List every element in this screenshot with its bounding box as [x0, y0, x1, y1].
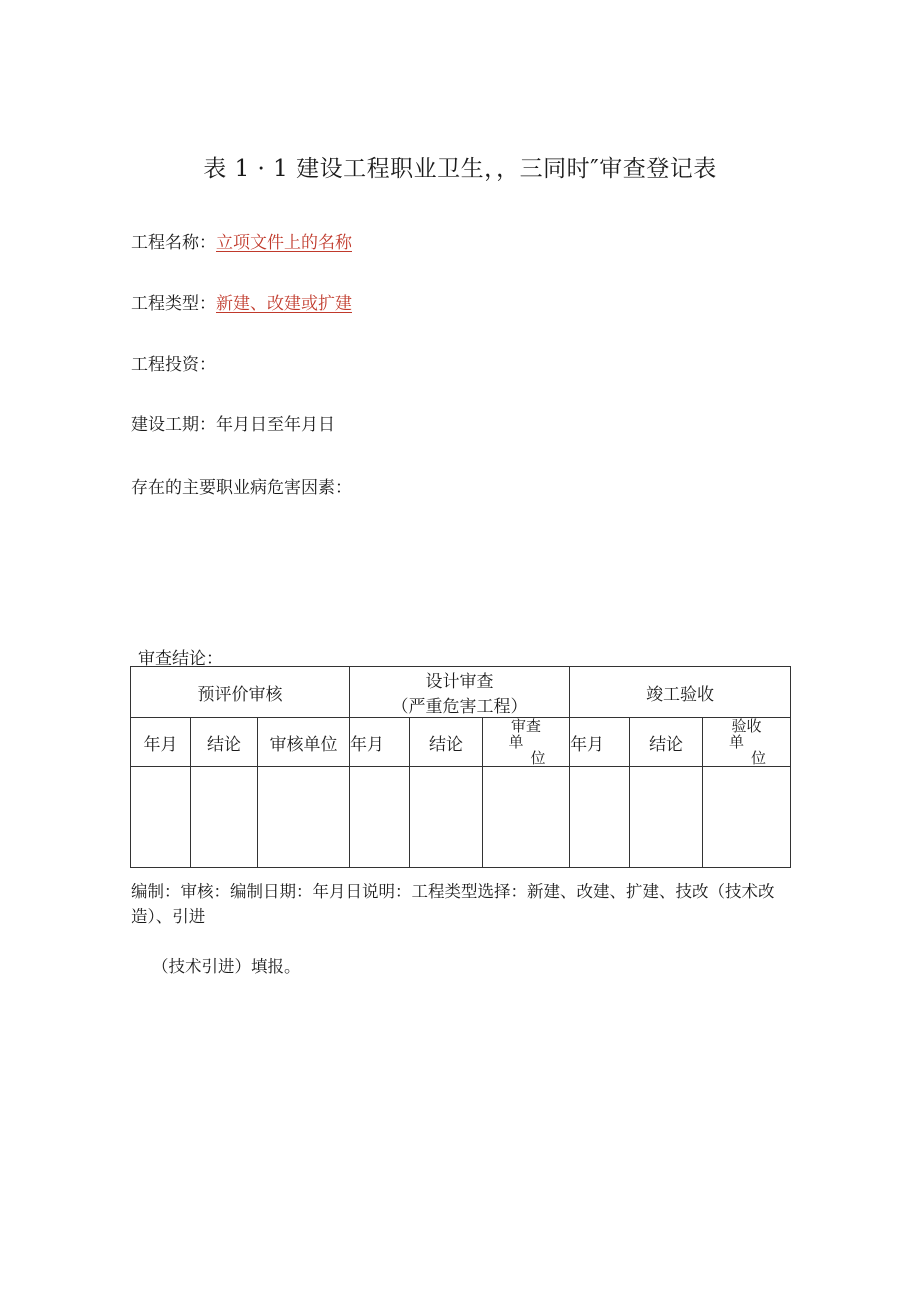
project-type-value: 新建、改建或扩建 [216, 294, 352, 314]
project-name-label: 工程名称： [131, 233, 216, 253]
col-audit-unit: 审核单位 [258, 718, 350, 767]
construction-period-label: 建设工期：年月日至年月日 [131, 415, 335, 435]
project-name-value: 立项文件上的名称 [216, 233, 352, 253]
table-cell [191, 767, 258, 868]
project-type-field [131, 292, 352, 316]
col-conclusion-2: 结论 [410, 718, 483, 767]
project-investment-label: 工程投资： [131, 355, 216, 375]
col-review-unit-line2: 单 [508, 733, 524, 751]
group-pre-evaluation: 预评价审核 [131, 667, 350, 718]
table-cell [350, 767, 410, 868]
col-conclusion-1: 结论 [191, 718, 258, 767]
hazard-factors-label: 存在的主要职业病危害因素： [131, 478, 352, 498]
table-cell [630, 767, 703, 868]
project-type-label: 工程类型： [131, 294, 216, 314]
footer-note-continued: （技术引进）填报。 [152, 957, 301, 976]
document-title: 表 1 · 1 建设工程职业卫生，，三同时″审查登记表 [203, 156, 717, 182]
table-cell [131, 767, 191, 868]
col-acceptance-unit-line2: 单 [729, 733, 745, 751]
col-acceptance-unit-line3: 位 [751, 749, 767, 767]
table-cell [410, 767, 483, 868]
group-design-review [350, 667, 570, 718]
col-acceptance-unit-line1: 验收 [731, 717, 762, 735]
table-cell [258, 767, 350, 868]
col-conclusion-3: 结论 [630, 718, 703, 767]
review-conclusion-label: 审查结论： [138, 649, 223, 669]
table-cell [483, 767, 570, 868]
col-review-unit [483, 718, 570, 767]
footer-note: 编制：审核：编制日期：年月日说明：工程类型选择：新建、改建、扩建、技改（技术改造）、引进 [131, 882, 775, 926]
col-date-1: 年月 [131, 718, 191, 767]
group-completion-acceptance: 竣工验收 [570, 667, 791, 718]
table-cell [570, 767, 630, 868]
group-design-review-title: 设计审查 [425, 672, 494, 692]
table-row [131, 767, 791, 868]
col-date-2: 年月 [350, 718, 410, 767]
group-design-review-sub: （严重危害工程） [391, 697, 528, 717]
col-review-unit-line1: 审查 [511, 717, 542, 735]
col-acceptance-unit [703, 718, 791, 767]
table-cell [703, 767, 791, 868]
project-name-field [131, 231, 352, 255]
col-date-3: 年月 [570, 718, 630, 767]
review-table [130, 666, 791, 868]
col-review-unit-line3: 位 [530, 749, 546, 767]
